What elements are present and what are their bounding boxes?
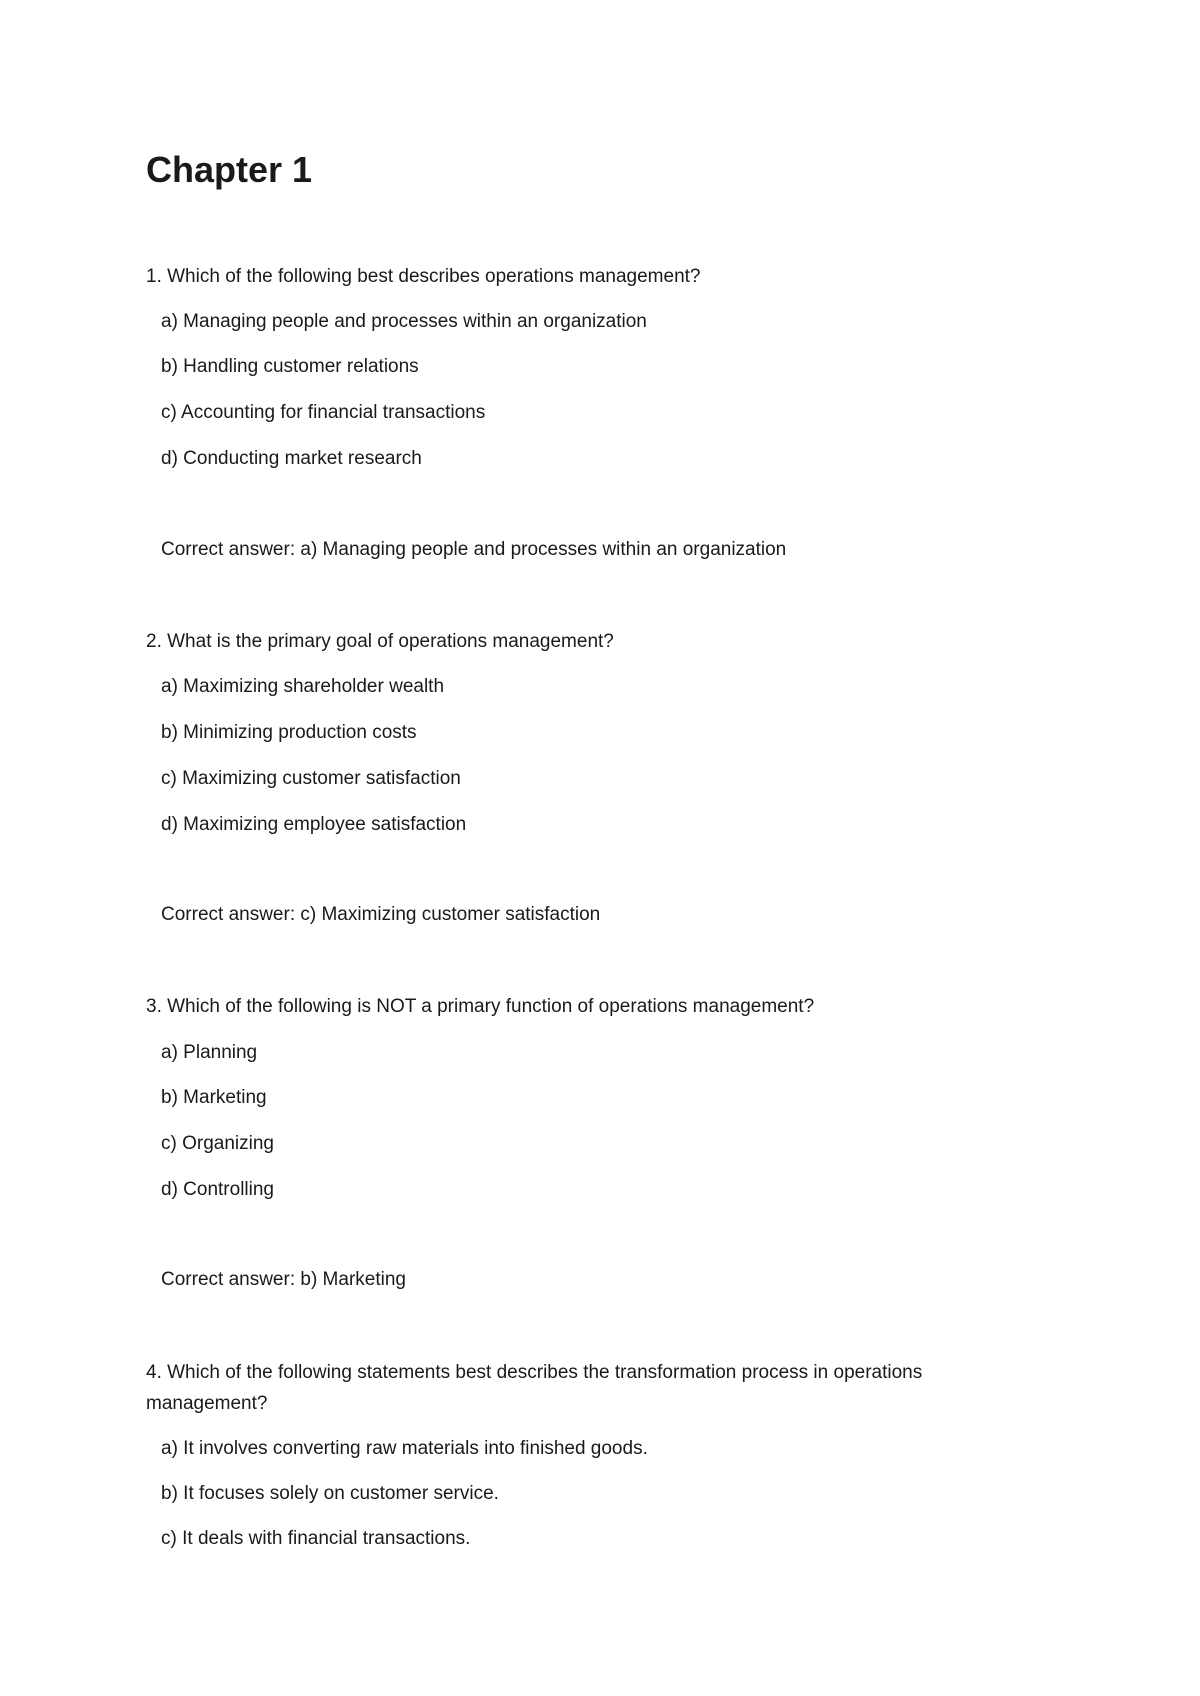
question-4-text: 4. Which of the following statements best describes the transformation process in operations management?	[146, 1362, 923, 1414]
question-3-option-d: d) Controlling	[161, 1179, 274, 1200]
question-4-option-c: c) It deals with financial transactions.	[161, 1528, 471, 1549]
question-1-option-a: a) Managing people and processes within an organization	[161, 311, 647, 332]
question-2-text: 2. What is the primary goal of operations management?	[146, 631, 614, 652]
question-3-option-a: a) Planning	[161, 1042, 258, 1063]
question-2-answer: Correct answer: c) Maximizing customer satisfaction	[161, 904, 601, 925]
question-3-option-c: c) Organizing	[161, 1133, 274, 1154]
question-4-option-a: a) It involves converting raw materials into finished goods.	[161, 1438, 648, 1459]
question-1-text: 1. Which of the following best describes operations management?	[146, 266, 701, 287]
question-2-option-b: b) Minimizing production costs	[161, 722, 417, 743]
question-3-answer: Correct answer: b) Marketing	[161, 1269, 406, 1290]
question-4-option-b: b) It focuses solely on customer service.	[161, 1483, 499, 1504]
question-2-option-c: c) Maximizing customer satisfaction	[161, 768, 461, 789]
question-1-answer: Correct answer: a) Managing people and processes within an organization	[161, 539, 787, 560]
chapter-title: Chapter 1	[146, 149, 313, 190]
question-1-option-c: c) Accounting for financial transactions	[161, 402, 486, 423]
question-3-option-b: b) Marketing	[161, 1087, 267, 1108]
question-2-option-d: d) Maximizing employee satisfaction	[161, 814, 467, 835]
question-1-option-b: b) Handling customer relations	[161, 356, 419, 377]
question-1-option-d: d) Conducting market research	[161, 448, 422, 469]
question-2-option-a: a) Maximizing shareholder wealth	[161, 676, 445, 697]
question-3-text: 3. Which of the following is NOT a primary function of operations management?	[146, 996, 815, 1017]
